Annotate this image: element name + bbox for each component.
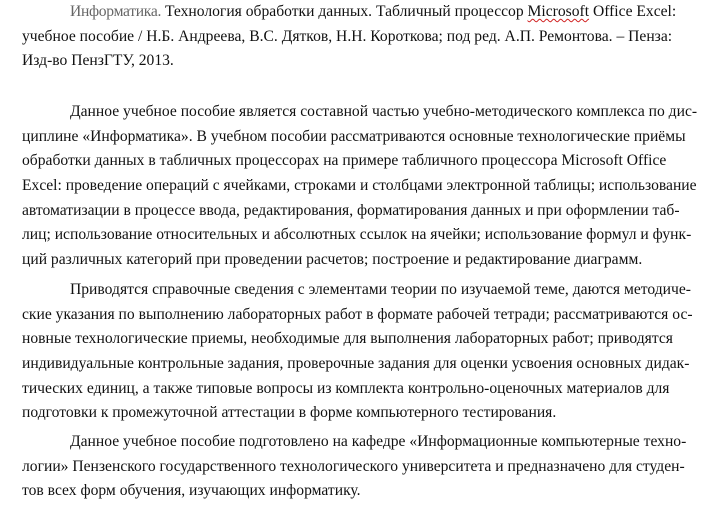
paragraph-line: тов всех форм обучения, изучающих информатику. — [22, 482, 361, 500]
paragraph-line: Приводятся справочные сведения с элементами теории по изучаемой теме, даются методиче- — [70, 281, 691, 298]
paragraph-3 — [22, 430, 687, 504]
paragraph-line: логии» Пензенского государственного технологического университета и предназначено для студен- — [22, 457, 685, 475]
bibliographic-line-3: Изд-во ПензГТУ, 2013. — [22, 52, 174, 70]
paragraph-line: подготовки к промежуточной аттестации в форме компьютерного тестирования. — [22, 404, 557, 422]
paragraph-line: Данное учебное пособие является составной частью учебно-методического комплекса по дис- — [70, 103, 698, 120]
bibliographic-line-1 — [22, 0, 677, 25]
spellcheck-flagged-word[interactable]: Microsoft — [527, 3, 590, 20]
paragraph-line: циплине «Информатика». В учебном пособии рассматриваются основные технологические приёмы — [22, 127, 686, 145]
paragraph-line: автоматизации в процессе ввода, редактирования, форматирования данных и при оформлении таб- — [22, 201, 680, 219]
paragraph-line: Данное учебное пособие подготовлено на кафедре «Информационные компьютерные техно- — [70, 433, 687, 450]
bibliographic-line-2: учебное пособие / Н.Б. Андреева, В.С. Дятков, Н.Н. Короткова; под ред. А.П. Ремонтова. – Пенза: — [22, 27, 673, 45]
line-tail: Office Excel: — [589, 3, 677, 20]
paragraph-line: тических единиц, а также типовые вопросы из комплекта контрольно-оценочных материалов для — [22, 379, 670, 397]
paragraph-line: обработки данных в табличных процессорах на примере табличного процессора Microsoft Office — [22, 152, 667, 170]
paragraph-line: ские указания по выполнению лабораторных работ в формате рабочей тетради; рассматриваются ос- — [22, 305, 693, 323]
paragraph-2 — [22, 278, 693, 426]
paragraph-line: ций различных категорий при проведении расчетов; построение и редактирование диаграмм. — [22, 251, 643, 269]
bibliographic-entry — [22, 0, 677, 74]
paragraph-line: индивидуальные контрольные задания, проверочные задания для оценки усвоения основных дидак- — [22, 355, 690, 373]
title-word: Информатика. — [70, 3, 162, 20]
title-text: Технология обработки данных. Табличный процессор — [161, 3, 528, 20]
paragraph-line: лиц; использование относительных и абсолютных ссылок на ячейки; использование формул и функ- — [22, 226, 692, 244]
paragraph-line: Excel: проведение операций с ячейками, строками и столбцами электронной таблицы; использование — [22, 177, 697, 195]
paragraph-1 — [22, 100, 698, 273]
paragraph-line: новные технологические приемы, необходимые для выполнения лабораторных работ; приводятся — [22, 330, 673, 348]
